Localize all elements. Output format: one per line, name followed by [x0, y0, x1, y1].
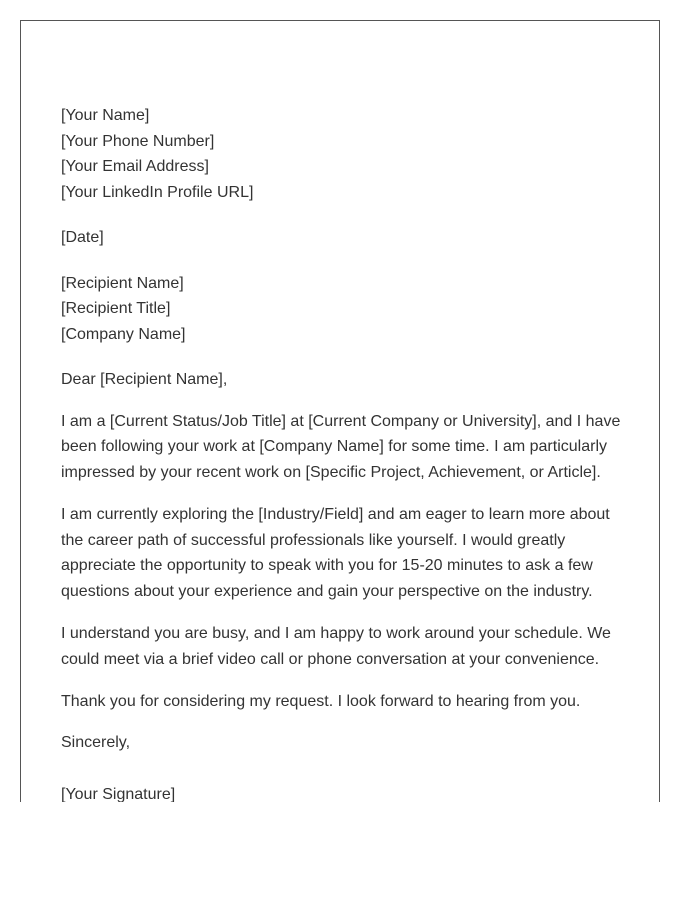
recipient-name: [Recipient Name]	[61, 274, 184, 292]
sender-name: [Your Name]	[61, 107, 150, 124]
letter-page	[20, 20, 660, 802]
sender-email: [Your Email Address]	[61, 158, 209, 175]
letter-date: [Date]	[61, 229, 104, 246]
recipient-title: [Recipient Title]	[61, 300, 171, 317]
body-paragraph-2: I am currently exploring the [Industry/Field] and am eager to learn more about the career path of successful professionals like yourself. I would greatly appreciate the opportunity to speak with you for 15-20 minutes to ask a few questions about your experience and gain your perspective on the industry.	[61, 505, 610, 601]
closing: Sincerely,	[61, 734, 131, 752]
body-paragraph-3: I understand you are busy, and I am happy to work around your schedule. We could meet via a brief video call or phone conversation at your convenience.	[61, 625, 611, 668]
sender-linkedin: [Your LinkedIn Profile URL]	[61, 183, 254, 201]
sender-phone: [Your Phone Number]	[61, 132, 215, 150]
signature: [Your Signature]	[61, 785, 176, 802]
body-paragraph-4: Thank you for considering my request. I look forward to hearing from you.	[61, 692, 581, 710]
date-block	[61, 225, 629, 251]
recipient-company: [Company Name]	[61, 325, 186, 343]
recipient-block	[61, 271, 629, 348]
sender-contact-block	[61, 103, 629, 205]
letter-body	[61, 103, 629, 802]
body-paragraph-1: I am a [Current Status/Job Title] at [Current Company or University], and I have been following your work at [Company Name] for some time. I am particularly impressed by your recent work on [Specific Project, Achievement, or Article].	[61, 412, 621, 482]
salutation: Dear [Recipient Name],	[61, 371, 228, 388]
